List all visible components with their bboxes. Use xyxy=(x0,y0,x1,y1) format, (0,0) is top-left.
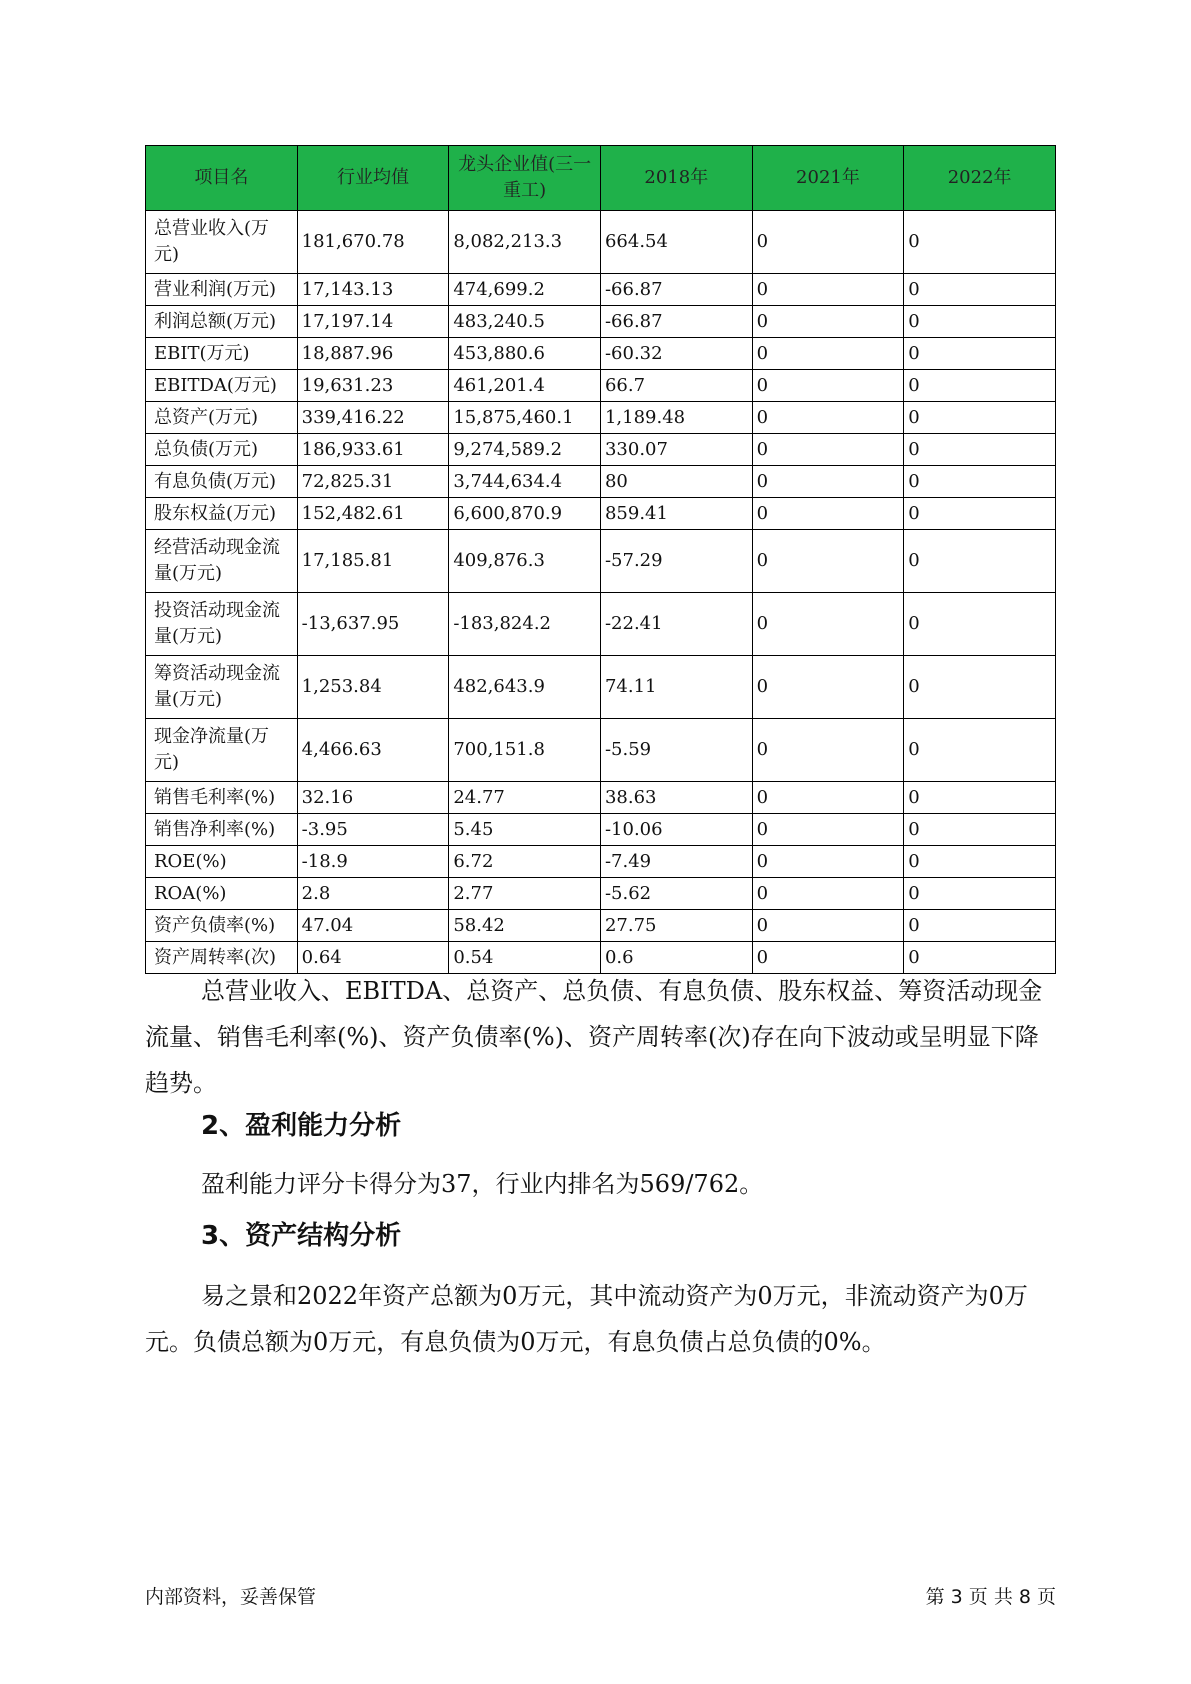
cell-value-2018: -66.87 xyxy=(600,274,752,306)
cell-item-name: ROA(%) xyxy=(146,878,298,910)
cell-value-2021: 0 xyxy=(752,719,904,782)
cell-value-2022: 0 xyxy=(904,211,1056,274)
cell-leader-value: 9,274,589.2 xyxy=(449,434,601,466)
cell-industry-avg: -13,637.95 xyxy=(297,593,449,656)
cell-leader-value: 453,880.6 xyxy=(449,338,601,370)
table-row xyxy=(146,719,1056,782)
section-heading-profitability: 2、盈利能力分析 xyxy=(201,1111,402,1141)
cell-item-name: 资产负债率(%) xyxy=(146,910,298,942)
profitability-text: 盈利能力评分卡得分为37，行业内排名为569/762。 xyxy=(201,1170,764,1198)
cell-value-2018: 859.41 xyxy=(600,498,752,530)
cell-value-2021: 0 xyxy=(752,498,904,530)
cell-leader-value: 24.77 xyxy=(449,782,601,814)
cell-value-2022: 0 xyxy=(904,498,1056,530)
table-row xyxy=(146,846,1056,878)
table-row xyxy=(146,656,1056,719)
footer-page-number: 第 3 页 共 8 页 xyxy=(925,1586,1056,1608)
cell-leader-value: 2.77 xyxy=(449,878,601,910)
cell-value-2021: 0 xyxy=(752,306,904,338)
table-row xyxy=(146,466,1056,498)
cell-industry-avg: 18,887.96 xyxy=(297,338,449,370)
cell-value-2018: 664.54 xyxy=(600,211,752,274)
cell-industry-avg: 17,185.81 xyxy=(297,530,449,593)
cell-leader-value: 5.45 xyxy=(449,814,601,846)
cell-value-2021: 0 xyxy=(752,338,904,370)
table-row xyxy=(146,306,1056,338)
cell-item-name: 筹资活动现金流量(万元) xyxy=(146,656,298,719)
cell-industry-avg: 19,631.23 xyxy=(297,370,449,402)
cell-value-2018: -5.59 xyxy=(600,719,752,782)
cell-leader-value: 6,600,870.9 xyxy=(449,498,601,530)
cell-leader-value: 0.54 xyxy=(449,942,601,974)
cell-value-2022: 0 xyxy=(904,370,1056,402)
cell-value-2018: -66.87 xyxy=(600,306,752,338)
cell-leader-value: 474,699.2 xyxy=(449,274,601,306)
cell-value-2021: 0 xyxy=(752,274,904,306)
cell-item-name: 现金净流量(万元) xyxy=(146,719,298,782)
cell-leader-value: 461,201.4 xyxy=(449,370,601,402)
cell-value-2022: 0 xyxy=(904,530,1056,593)
cell-item-name: 投资活动现金流量(万元) xyxy=(146,593,298,656)
asset-structure-text: 易之景和2022年资产总额为0万元，其中流动资产为0万元，非流动资产为0万元。负债总额为0万元，有息负债为0万元，有息负债占总负债的0%。 xyxy=(145,1282,1028,1356)
table-body xyxy=(146,211,1056,974)
cell-value-2021: 0 xyxy=(752,846,904,878)
summary-paragraph: 总营业收入、EBITDA、总资产、总负债、有息负债、股东权益、筹资活动现金流量、销售毛利率(%)、资产负债率(%)、资产周转率(次)存在向下波动或呈明显下降趋势。 xyxy=(145,977,1043,1097)
table-row xyxy=(146,498,1056,530)
cell-item-name: 利润总额(万元) xyxy=(146,306,298,338)
cell-item-name: ROE(%) xyxy=(146,846,298,878)
cell-item-name: 总营业收入(万元) xyxy=(146,211,298,274)
cell-industry-avg: 2.8 xyxy=(297,878,449,910)
cell-item-name: 资产周转率(次) xyxy=(146,942,298,974)
cell-item-name: 销售毛利率(%) xyxy=(146,782,298,814)
table-row xyxy=(146,814,1056,846)
cell-item-name: EBITDA(万元) xyxy=(146,370,298,402)
table-row xyxy=(146,338,1056,370)
table-row xyxy=(146,402,1056,434)
cell-industry-avg: 32.16 xyxy=(297,782,449,814)
cell-value-2022: 0 xyxy=(904,910,1056,942)
cell-industry-avg: 17,143.13 xyxy=(297,274,449,306)
cell-value-2018: 0.6 xyxy=(600,942,752,974)
cell-value-2018: 330.07 xyxy=(600,434,752,466)
cell-industry-avg: 4,466.63 xyxy=(297,719,449,782)
cell-value-2018: -60.32 xyxy=(600,338,752,370)
cell-value-2022: 0 xyxy=(904,466,1056,498)
cell-leader-value: 482,643.9 xyxy=(449,656,601,719)
cell-value-2021: 0 xyxy=(752,370,904,402)
cell-value-2018: 38.63 xyxy=(600,782,752,814)
cell-value-2018: 66.7 xyxy=(600,370,752,402)
header-leader-value: 龙头企业值(三一重工) xyxy=(449,146,601,211)
cell-item-name: EBIT(万元) xyxy=(146,338,298,370)
footer-confidential-note: 内部资料，妥善保管 xyxy=(145,1586,317,1608)
cell-leader-value: 58.42 xyxy=(449,910,601,942)
cell-leader-value: 8,082,213.3 xyxy=(449,211,601,274)
cell-industry-avg: 72,825.31 xyxy=(297,466,449,498)
cell-value-2022: 0 xyxy=(904,782,1056,814)
cell-industry-avg: -18.9 xyxy=(297,846,449,878)
cell-industry-avg: -3.95 xyxy=(297,814,449,846)
table-row xyxy=(146,910,1056,942)
cell-value-2021: 0 xyxy=(752,434,904,466)
cell-value-2021: 0 xyxy=(752,593,904,656)
table-header-row xyxy=(146,146,1056,211)
cell-value-2021: 0 xyxy=(752,656,904,719)
cell-leader-value: 700,151.8 xyxy=(449,719,601,782)
cell-value-2021: 0 xyxy=(752,942,904,974)
cell-value-2022: 0 xyxy=(904,593,1056,656)
cell-item-name: 总资产(万元) xyxy=(146,402,298,434)
cell-value-2021: 0 xyxy=(752,466,904,498)
cell-leader-value: 3,744,634.4 xyxy=(449,466,601,498)
cell-industry-avg: 1,253.84 xyxy=(297,656,449,719)
table-row xyxy=(146,211,1056,274)
cell-value-2022: 0 xyxy=(904,402,1056,434)
cell-value-2022: 0 xyxy=(904,434,1056,466)
cell-value-2021: 0 xyxy=(752,910,904,942)
cell-value-2018: 80 xyxy=(600,466,752,498)
cell-leader-value: 409,876.3 xyxy=(449,530,601,593)
cell-value-2022: 0 xyxy=(904,878,1056,910)
cell-item-name: 经营活动现金流量(万元) xyxy=(146,530,298,593)
cell-value-2021: 0 xyxy=(752,530,904,593)
header-industry-avg: 行业均值 xyxy=(297,146,449,211)
cell-item-name: 营业利润(万元) xyxy=(146,274,298,306)
cell-industry-avg: 17,197.14 xyxy=(297,306,449,338)
cell-value-2022: 0 xyxy=(904,942,1056,974)
table-row xyxy=(146,434,1056,466)
cell-industry-avg: 152,482.61 xyxy=(297,498,449,530)
header-2018: 2018年 xyxy=(600,146,752,211)
cell-value-2018: -7.49 xyxy=(600,846,752,878)
cell-industry-avg: 47.04 xyxy=(297,910,449,942)
cell-value-2018: -5.62 xyxy=(600,878,752,910)
cell-value-2021: 0 xyxy=(752,878,904,910)
cell-value-2022: 0 xyxy=(904,338,1056,370)
cell-value-2022: 0 xyxy=(904,814,1056,846)
cell-industry-avg: 339,416.22 xyxy=(297,402,449,434)
cell-value-2018: 1,189.48 xyxy=(600,402,752,434)
cell-value-2021: 0 xyxy=(752,782,904,814)
header-2021: 2021年 xyxy=(752,146,904,211)
cell-value-2021: 0 xyxy=(752,814,904,846)
section-heading-asset-structure: 3、资产结构分析 xyxy=(201,1221,402,1251)
cell-industry-avg: 0.64 xyxy=(297,942,449,974)
financial-table xyxy=(145,145,1056,974)
table-row xyxy=(146,370,1056,402)
cell-item-name: 销售净利率(%) xyxy=(146,814,298,846)
table-row xyxy=(146,530,1056,593)
cell-industry-avg: 181,670.78 xyxy=(297,211,449,274)
table-row xyxy=(146,782,1056,814)
cell-value-2022: 0 xyxy=(904,274,1056,306)
cell-value-2018: 27.75 xyxy=(600,910,752,942)
cell-value-2018: -10.06 xyxy=(600,814,752,846)
table-row xyxy=(146,593,1056,656)
cell-item-name: 有息负债(万元) xyxy=(146,466,298,498)
table-row xyxy=(146,878,1056,910)
cell-value-2022: 0 xyxy=(904,719,1056,782)
cell-value-2018: -22.41 xyxy=(600,593,752,656)
cell-leader-value: 15,875,460.1 xyxy=(449,402,601,434)
cell-item-name: 总负债(万元) xyxy=(146,434,298,466)
cell-industry-avg: 186,933.61 xyxy=(297,434,449,466)
cell-value-2018: 74.11 xyxy=(600,656,752,719)
header-item-name: 项目名 xyxy=(146,146,298,211)
cell-value-2018: -57.29 xyxy=(600,530,752,593)
cell-leader-value: -183,824.2 xyxy=(449,593,601,656)
table-row xyxy=(146,274,1056,306)
cell-leader-value: 6.72 xyxy=(449,846,601,878)
cell-value-2021: 0 xyxy=(752,211,904,274)
cell-value-2022: 0 xyxy=(904,306,1056,338)
cell-value-2022: 0 xyxy=(904,656,1056,719)
cell-value-2021: 0 xyxy=(752,402,904,434)
header-2022: 2022年 xyxy=(904,146,1056,211)
cell-item-name: 股东权益(万元) xyxy=(146,498,298,530)
cell-value-2022: 0 xyxy=(904,846,1056,878)
cell-leader-value: 483,240.5 xyxy=(449,306,601,338)
